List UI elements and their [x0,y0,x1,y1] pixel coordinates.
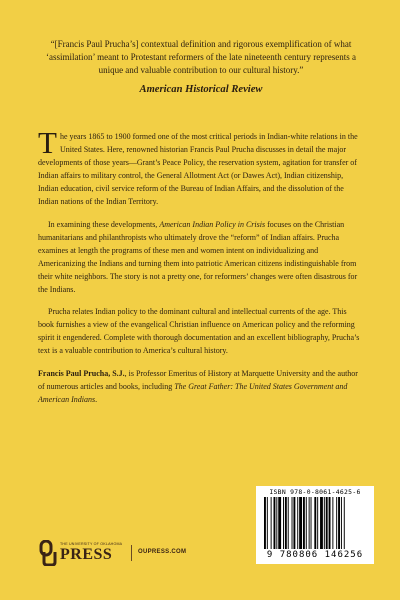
ou-logo-icon [38,540,58,566]
quote-source: American Historical Review [139,84,263,95]
author-bio-text: , is Professor Emeritus of History at Marquette University and the author of numerous articles and books, including [38,368,358,391]
press-wordmark [60,542,122,563]
drop-cap: T [38,125,57,160]
paragraph-3: Prucha relates Indian policy to the dominant cultural and intellectual currents of the age. This book furnishes a view of the evangelical Christian influence on American policy and the reforming spirit it engendered. Complete with thorough documentation and an excellent bibliography, Prucha’s text is a valuable contribution to America’s cultural history. [38,307,360,356]
paragraph-1 [38,125,364,209]
publisher-url: OUPRESS.COM [138,549,187,555]
author-bio [38,367,364,406]
description [38,125,364,415]
paragraph-2 [38,218,364,297]
logo-divider [131,545,132,561]
isbn-barcode [256,486,374,564]
paragraph-2-text: focuses on the Christian humanitarians and philanthropists who ultimately drove the “reform” of Indian affairs. Prucha examines at length the programs of these men and women intent on individualizing and Americanizing the Indians and turning them into patriotic American citizens indistinguishable from their white neighbors. The story is not a pretty one, for reformers’ changes were often disastrous for the Indians. [38,219,358,295]
review-quote [40,38,362,96]
paragraph-2-lead: In examining these developments, [48,219,160,229]
book-title: American Indian Policy in Crisis [159,219,266,229]
barcode-bars [264,497,368,549]
isbn-digits: 9 780806 146256 [266,550,364,560]
university-line: THE UNIVERSITY OF OKLAHOMA [60,542,123,546]
publisher-logo [38,540,198,570]
isbn-label: ISBN 978-0-8061-4625-6 [269,488,361,496]
author-book-title: The Great Father: The United States Government and American Indians [38,381,348,404]
press-word: PRESS [60,546,113,563]
author-name: Francis Paul Prucha, S.J. [38,368,125,378]
quote-text: “[Francis Paul Prucha’s] contextual definition and rigorous exemplification of what ‘assimilation’ meant to Protestant reformers of the late nineteenth century represents a unique and valuable contribution to our cultural history.” [46,39,356,75]
author-bio-end: . [95,394,98,404]
paragraph-1-text: he years 1865 to 1900 formed one of the most critical periods in Indian-white relations in the United States. Here, renowned historian Francis Paul Prucha discusses in detail the major developments of those years—Grant’s Peace Policy, the reservation system, agitation for transfer of Indian affairs to military control, the General Allotment Act (or Dawes Act), Indian citizenship, Indian education, civil service reform of the Bureau of Indian Affairs, and the dissolution of the Indian nations of the Indian Territory. [38,132,358,207]
